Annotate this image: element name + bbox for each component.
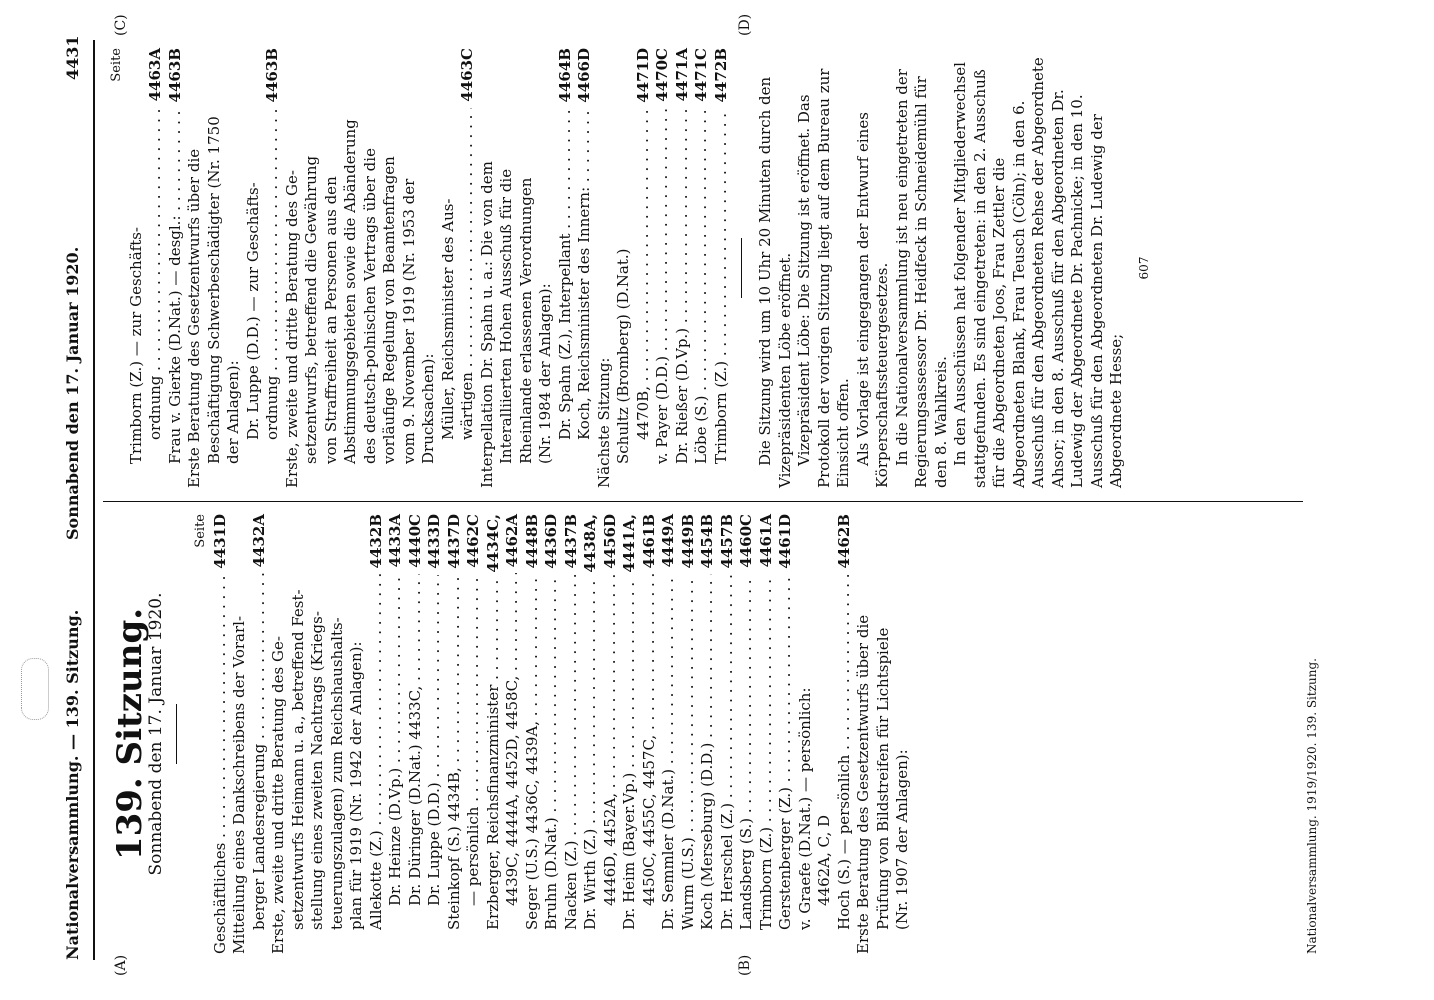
- margin-letter-c: (C): [113, 14, 129, 36]
- toc-entry-text: Trimborn (Z.) . . .: [757, 573, 777, 930]
- toc-entry: [620, 514, 640, 954]
- toc-entry-text: Landsberg (S.) . . .: [737, 574, 757, 930]
- toc-entry-page: 4463A: [146, 48, 164, 102]
- toc-entry: [230, 514, 250, 954]
- toc-entry: [835, 514, 855, 954]
- toc-entry: [205, 48, 225, 488]
- toc-entry-text: Dr. Luppe (D.D.) — zur Geschäfts-: [243, 182, 262, 440]
- toc-entry: [464, 514, 484, 954]
- section-rule: [741, 238, 742, 298]
- toc-entry: [556, 48, 576, 488]
- toc-entry-text: Bruhn (D.Nat.) . . .: [542, 575, 562, 930]
- toc-entry: [542, 514, 562, 954]
- margin-letter-a: (A): [113, 954, 129, 976]
- toc-entry-page: 4463C: [458, 48, 476, 102]
- header-left: Nationalversammlung. — 139. Sitzung.: [63, 609, 82, 960]
- toc-entry-page: 4462B: [834, 514, 853, 569]
- toc-entry-page: 4471C: [692, 48, 710, 102]
- toc-entry-text: Geschäftliches . . .: [211, 575, 231, 954]
- toc-entry-page: 4471D: [633, 48, 652, 103]
- toc-entry: [562, 514, 582, 954]
- toc-entry-page: 4463B: [165, 48, 184, 103]
- toc-entry: [380, 48, 400, 488]
- header-center: Sonnabend den 17. Januar 1920.: [63, 246, 82, 540]
- toc-entry-text: Löbe (S.) . . .: [692, 108, 712, 464]
- toc-entry-text: Dr. Herschel (Z.) . . .: [718, 574, 738, 930]
- toc-entry: [269, 514, 289, 954]
- toc-entry-page: 4464B: [555, 48, 574, 103]
- toc-entry: [640, 514, 660, 954]
- toc-entry: [776, 514, 796, 954]
- toc-entry: [250, 514, 270, 954]
- toc-entry: [523, 514, 543, 954]
- toc-entry-page: 4432B: [366, 514, 385, 569]
- toc-entry: [659, 514, 679, 954]
- toc-entry-text: der Anlagen):: [224, 360, 242, 464]
- toc-entry-text: 4439C, 4444A, 4452D, 4458C, . . .: [503, 573, 523, 906]
- toc-entry-text: vom 9. November 1919 (Nr. 1953 der: [399, 178, 418, 464]
- toc-entry-page: 4441A,: [620, 514, 638, 573]
- toc-entry: [737, 514, 757, 954]
- toc-right: [127, 48, 732, 488]
- toc-entry-text: wärtigen . . .: [458, 108, 478, 440]
- toc-entry: [517, 48, 537, 488]
- toc-entry-text: (Nr. 1984 der Anlagen):: [536, 283, 554, 464]
- toc-entry-text: Allekotte (Z.) . . .: [367, 574, 387, 930]
- seite-label-right: Seite: [109, 48, 124, 82]
- session-minutes: [756, 48, 1127, 488]
- page-footer: Nationalversammlung. 1919/1920. 139. Sitzung.: [1305, 658, 1319, 954]
- toc-entry-page: 4436D: [542, 514, 560, 569]
- toc-entry: [406, 514, 426, 954]
- toc-entry-text: Nacken (Z.) . . .: [562, 574, 582, 930]
- minutes-paragraph: Als Vorlage ist eingegangen der Entwurf eines Körperschaftssteuergesetzes.: [853, 112, 891, 488]
- toc-entry: [497, 48, 517, 488]
- column-divider: [103, 501, 1303, 502]
- toc-entry: [893, 514, 913, 954]
- toc-entry-page: 4438A,: [581, 514, 599, 573]
- toc-entry-text: (Nr. 1907 der Anlagen):: [893, 749, 911, 930]
- toc-entry-page: 4461D: [776, 514, 794, 569]
- toc-entry-page: 4470C: [653, 48, 671, 102]
- toc-entry-page: 4457B: [717, 514, 736, 569]
- toc-entry: [419, 48, 439, 488]
- toc-entry-text: Dr. Düringer (D.Nat.) 4433C, . . .: [406, 574, 426, 906]
- toc-entry: [458, 48, 478, 488]
- toc-entry: [536, 48, 556, 488]
- toc-entry-page: 4466D: [575, 48, 593, 103]
- minutes-paragraph: Die Sitzung wird um 10 Uhr 20 Minuten durch den Vizepräsidenten Löbe eröffnet.: [756, 76, 794, 488]
- minutes-paragraph: Vizepräsident Löbe: Die Sitzung ist eröffnet. Das Protokoll der vorigen Sitzung liegt auf dem Bureau zur Einsicht offen.: [795, 68, 852, 488]
- toc-entry-text: Abstimmungsgebieten sowie die Abänderung: [341, 119, 359, 464]
- toc-entry-text: v. Payer (D.D.) . . .: [653, 108, 673, 464]
- toc-entry-text: Interalliierten Hohen Ausschuß für die: [497, 168, 515, 464]
- toc-entry-text: setzentwurfs Heimann u. a., betreffend Fest-: [288, 589, 307, 930]
- toc-entry: [302, 48, 322, 488]
- toc-entry: [341, 48, 361, 488]
- toc-entry-text: Erste, zweite und dritte Beratung des Ge-: [282, 170, 301, 488]
- toc-entry-text: berger Landesregierung . . .: [250, 573, 270, 930]
- toc-entry-page: 4472B: [711, 48, 730, 103]
- toc-entry: [367, 514, 387, 954]
- toc-entry-text: Erste Beratung des Gesetzentwurfs über die: [185, 148, 203, 488]
- toc-entry: [679, 514, 699, 954]
- toc-entry-text: plan für 1919 (Nr. 1942 der Anlagen):: [347, 641, 365, 930]
- toc-entry: [815, 514, 835, 954]
- toc-entry-text: Drucksachen):: [419, 353, 437, 464]
- toc-entry-page: 4460C: [737, 514, 755, 568]
- toc-entry-page: 4461B: [639, 514, 658, 569]
- toc-entry-page: 4456D: [600, 514, 619, 569]
- toc-entry: [698, 514, 718, 954]
- toc-entry-text: Dr. Semmler (D.Nat.) . . .: [659, 573, 679, 930]
- toc-entry-page: 4449B: [678, 514, 697, 569]
- toc-entry-text: Dr. Rießer (D.Vp.) . . .: [673, 107, 693, 464]
- toc-entry: [224, 48, 244, 488]
- toc-entry-text: 4446D, 4452A, . . .: [601, 575, 621, 906]
- digitization-credit: [1406, 0, 1434, 1000]
- toc-entry-text: 4470B, . . .: [634, 109, 654, 440]
- toc-entry: [692, 48, 712, 488]
- sheet-number: 607: [1136, 256, 1151, 280]
- toc-entry-text: Dr. Heim (Bayer.Vp.) . . .: [620, 579, 640, 930]
- toc-entry: [796, 514, 816, 954]
- left-column: [107, 514, 913, 954]
- toc-entry: [289, 514, 309, 954]
- toc-entry: [874, 514, 894, 954]
- toc-entry: [361, 48, 381, 488]
- toc-entry: [425, 514, 445, 954]
- seite-label-left: Seite: [193, 514, 208, 548]
- toc-entry: [244, 48, 264, 488]
- toc-entry-text: Gerstenberger (Z.) . . .: [776, 575, 796, 930]
- toc-entry-text: Mitteilung eines Dankschreibens der Vorarl-: [230, 615, 248, 954]
- toc-entry: [328, 514, 348, 954]
- toc-entry-text: vorläufige Regelung von Beamtenfragen: [380, 156, 398, 464]
- page-number: 4431: [63, 35, 82, 80]
- toc-entry-text: stellung eines zweiten Nachtrags (Kriegs-: [308, 611, 326, 930]
- toc-entry-text: Koch, Reichsminister des Innern: . . .: [575, 109, 595, 440]
- toc-entry: [166, 48, 186, 488]
- session-title: 139. Sitzung.: [110, 607, 150, 861]
- minutes-paragraph: In den Ausschüssen hat folgender Mitgliederwechsel stattgefunden. Es sind eingetreten: in den 2. Ausschuß für die Abgeordneten Joos, Frau Zettler die Abgeordneten Blank, Frau Teusch (Cöln); in den 6. Ausschuß für den Abgeordneten Rehse der Abgeordnete Ahsor; in den 8. Ausschuß für den Abgeordneten Dr. Ludewig der Abgeordnete Dr. Pachnicke; in den 10. Ausschuß für den Abgeordneten Dr. Ludewig der Abgeordnete Hesse;: [951, 57, 1125, 488]
- toc-entry: [445, 514, 465, 954]
- toc-entry: [263, 48, 283, 488]
- toc-entry-text: Prüfung von Bildstreifen für Lichtspiele: [873, 627, 892, 930]
- toc-entry-text: Dr. Wirth (Z.) . . .: [581, 579, 601, 930]
- toc-entry: [439, 48, 459, 488]
- toc-entry-page: 4462A: [503, 514, 521, 568]
- toc-entry-page: 4437D: [444, 514, 463, 569]
- toc-entry-text: Seger (U.S.) 4436C, 4439A, . . .: [523, 574, 543, 930]
- toc-entry-text: Hoch (S.) — persönlich . . .: [835, 574, 855, 930]
- toc-entry-text: Erzberger, Reichsfinanzminister . . .: [484, 579, 504, 930]
- toc-entry-page: 4437B: [561, 514, 580, 569]
- right-column: [107, 48, 1154, 488]
- session-date: Sonnabend den 17. Januar 1920.: [145, 592, 166, 876]
- toc-entry-text: Trimborn (Z.) . . .: [712, 108, 732, 464]
- toc-entry: [653, 48, 673, 488]
- toc-entry: [347, 514, 367, 954]
- toc-entry-text: Erste, zweite und dritte Beratung des Ge-: [269, 636, 287, 954]
- toc-entry-text: Dr. Spahn (Z.), Interpellant . . .: [556, 108, 576, 440]
- toc-entry-text: 4462A, C, D: [815, 814, 833, 906]
- toc-entry: [634, 48, 654, 488]
- toc-entry-text: ordnung . . .: [146, 107, 166, 440]
- toc-entry: [575, 48, 595, 488]
- toc-entry: [386, 514, 406, 954]
- toc-entry-text: von Straffreiheit an Personen aus den: [321, 176, 340, 464]
- library-stamp: [21, 658, 49, 720]
- toc-entry: [718, 514, 738, 954]
- toc-entry: [595, 48, 615, 488]
- toc-entry-text: setzentwurfs, betreffend die Gewährung: [302, 155, 320, 464]
- toc-entry-text: 4450C, 4455C, 4457C, . . .: [640, 574, 660, 906]
- toc-entry: [757, 514, 777, 954]
- toc-entry-text: Wurm (U.S.) . . .: [679, 574, 699, 930]
- scanned-page: [17, 13, 1417, 980]
- toc-entry-page: 4448B: [522, 514, 541, 569]
- toc-entry-page: 4449A: [659, 514, 677, 568]
- toc-entry-page: 4433D: [425, 514, 443, 569]
- toc-entry-text: Dr. Heinze (D.Vp.) . . .: [386, 573, 406, 906]
- toc-entry: [185, 48, 205, 488]
- toc-entry-page: 4461A: [756, 514, 775, 568]
- toc-entry-page: 4463B: [263, 48, 281, 103]
- toc-entry: [400, 48, 420, 488]
- toc-entry-page: 4433A: [386, 514, 404, 568]
- margin-letter-b: (B): [737, 954, 753, 976]
- toc-entry-page: 4471A: [672, 48, 691, 102]
- toc-entry: [211, 514, 231, 954]
- toc-entry-text: ordnung . . .: [263, 108, 283, 440]
- toc-entry: [581, 514, 601, 954]
- toc-entry: [854, 514, 874, 954]
- minutes-paragraph: In die Nationalversammlung ist neu eingetreten der Regierungsassessor Dr. Heidfeck in Schneidemühl für den 8. Wahlkreis.: [892, 69, 950, 488]
- toc-entry-text: Beschäftigung Schwerbeschädigter (Nr. 1750: [204, 116, 223, 464]
- toc-entry: [503, 514, 523, 954]
- toc-entry-text: Dr. Luppe (D.D.) . . .: [425, 575, 445, 906]
- toc-entry-text: teuerungszulagen) zum Reichshaushalts-: [327, 617, 346, 930]
- toc-entry-text: des deutsch-polnischen Vertrags über die: [360, 148, 379, 464]
- toc-entry: [673, 48, 693, 488]
- toc-entry: [601, 514, 621, 954]
- toc-entry: [484, 514, 504, 954]
- toc-entry-page: 4432A: [249, 514, 268, 568]
- toc-entry-page: 4434C,: [483, 514, 502, 573]
- toc-entry-text: — persönlich . . .: [464, 574, 484, 906]
- toc-entry-text: Rheinlande erlassenen Verordnungen: [516, 177, 535, 464]
- header-rule: [93, 40, 95, 960]
- page-header: [57, 35, 91, 960]
- toc-left: [211, 514, 913, 954]
- toc-entry-page: 4462C: [464, 514, 482, 568]
- toc-entry: [712, 48, 732, 488]
- toc-entry-text: Trimborn (Z.) — zur Geschäfts-: [126, 226, 145, 464]
- toc-entry-page: 4454B: [698, 514, 716, 569]
- toc-entry-text: Koch (Merseburg) (D.D.) . . .: [698, 574, 718, 930]
- toc-entry-text: Frau v. Gierke (D.Nat.) — desgl.: . . .: [166, 108, 186, 464]
- toc-entry-text: v. Graefe (D.Nat.) — persönlich:: [795, 687, 814, 930]
- toc-entry: [478, 48, 498, 488]
- toc-entry-page: 4440C: [405, 514, 424, 568]
- toc-entry-text: Interpellation Dr. Spahn u. a.: Die von dem: [477, 161, 496, 488]
- toc-entry: [308, 514, 328, 954]
- title-rule: [176, 704, 177, 764]
- toc-entry: [322, 48, 342, 488]
- toc-entry-text: Steinkopf (S.) 4434B, . . .: [445, 575, 465, 930]
- toc-entry-text: Nächste Sitzung:: [594, 357, 613, 488]
- margin-letter-d: (D): [737, 13, 753, 36]
- toc-entry: [283, 48, 303, 488]
- toc-entry-page: 4431D: [210, 514, 229, 569]
- toc-entry-text: Müller, Reichsminister des Aus-: [438, 198, 457, 440]
- toc-entry: [127, 48, 147, 488]
- toc-entry: [614, 48, 634, 488]
- toc-entry-text: Schultz (Bromberg) (D.Nat.): [614, 248, 632, 464]
- toc-entry-text: Erste Beratung des Gesetzentwurfs über die: [854, 614, 872, 954]
- toc-entry: [146, 48, 166, 488]
